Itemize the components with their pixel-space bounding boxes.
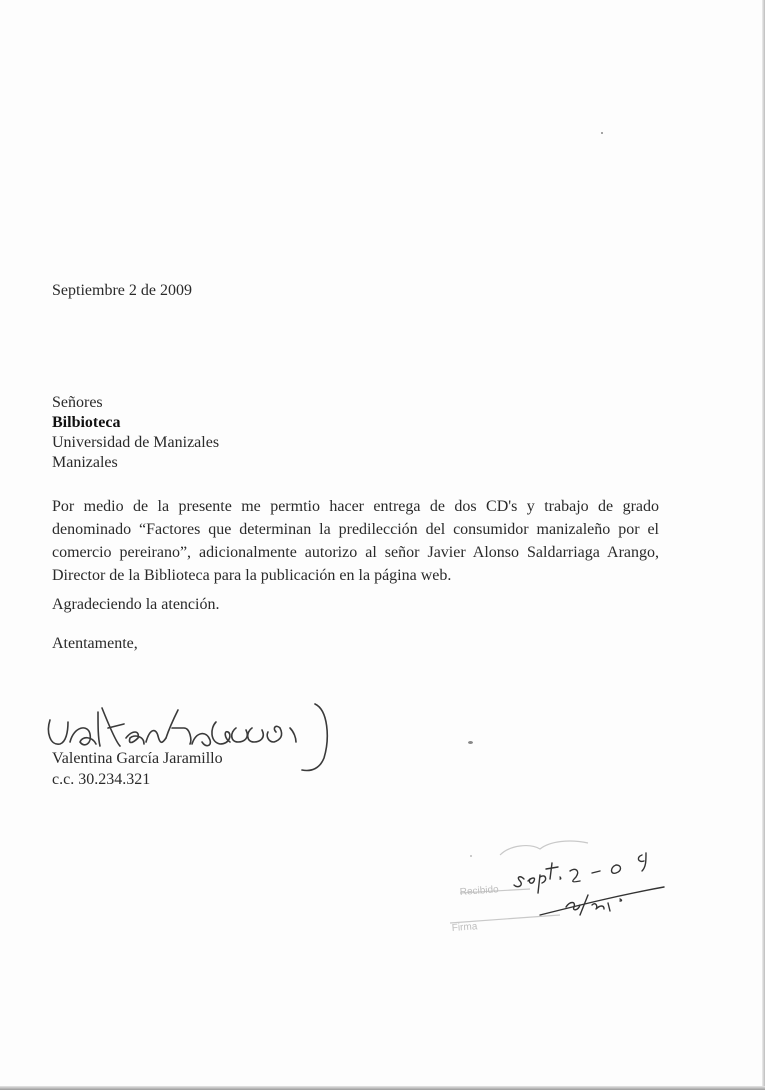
recipient-block	[52, 393, 219, 473]
signer-block	[52, 748, 223, 790]
signer-name: Valentina García Jaramillo	[52, 750, 223, 767]
scan-speck	[601, 132, 603, 134]
letter-body	[52, 495, 659, 587]
recipient-university: Universidad de Manizales	[52, 434, 220, 451]
letter-date: Septiembre 2 de 2009	[52, 282, 192, 299]
scan-speck	[468, 741, 473, 744]
svg-text:Recibido: Recibido	[459, 884, 500, 898]
recipient-city: Manizales	[52, 454, 118, 471]
scan-edge-bottom	[0, 1086, 765, 1090]
body-line: Por medio de la presente me permtio hacer entrega de dos CD's y trabajo de grado	[52, 498, 659, 515]
received-stamp	[420, 815, 680, 945]
recipient-salutation: Señores	[52, 394, 103, 411]
scan-speck	[470, 855, 472, 857]
svg-text:Firma: Firma	[451, 921, 478, 934]
letter-thanks: Agradeciendo la atención.	[52, 596, 220, 613]
signer-id: c.c. 30.234.321	[52, 771, 151, 788]
body-line: comercio pereirano”, adicionalmente autorizo al señor Javier Alonso Saldarriaga Arango,	[52, 544, 659, 561]
body-line: Director de la Biblioteca para la publicación en la página web.	[52, 567, 452, 584]
body-line: denominado “Factores que determinan la predilección del consumidor manizaleño por el	[52, 521, 659, 538]
letter-closing: Atentamente,	[52, 635, 138, 652]
recipient-institution: Bilbioteca	[52, 414, 121, 431]
